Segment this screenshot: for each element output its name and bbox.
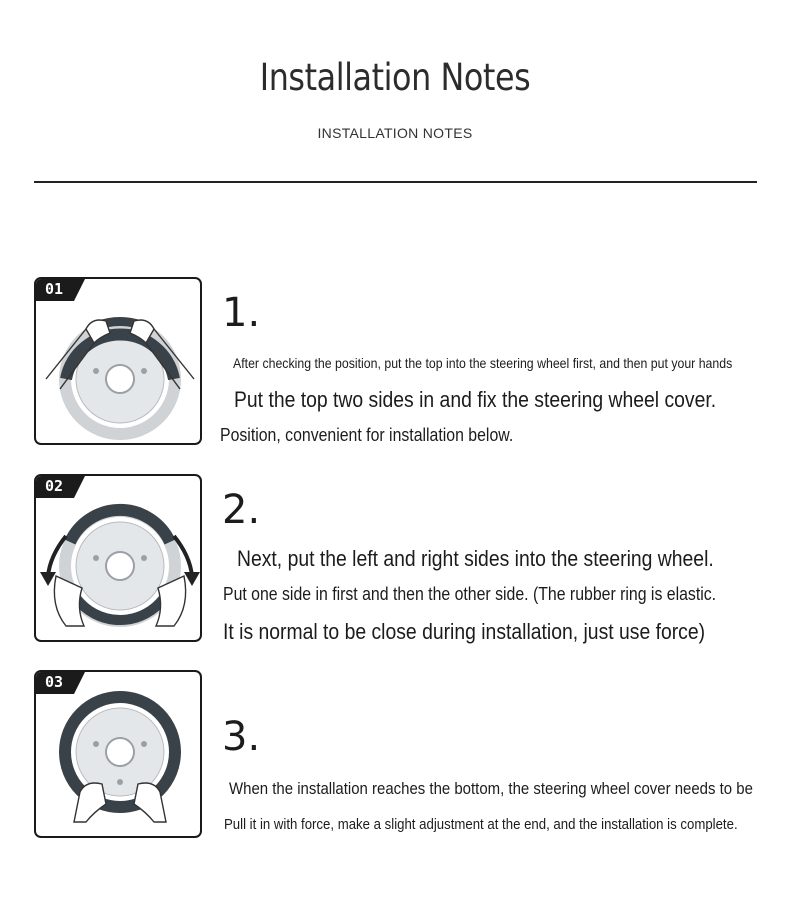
step-1-image bbox=[34, 277, 202, 445]
step-2-line-2: Put one side in first and then the other side. (The rubber ring is elastic. bbox=[223, 584, 717, 604]
step-3-line-1: When the installation reaches the bottom, the steering wheel cover needs to be bbox=[229, 779, 753, 798]
step-1-line-1: After checking the position, put the top into the steering wheel first, and then put your hands bbox=[233, 355, 733, 371]
steering-wheel-top-install-icon bbox=[36, 279, 202, 445]
title-divider bbox=[34, 181, 757, 183]
page-subtitle: INSTALLATION NOTES bbox=[317, 125, 473, 141]
step-1-line-3: Position, convenient for installation below. bbox=[220, 425, 514, 445]
step-2-line-1: Next, put the left and right sides into the steering wheel. bbox=[237, 546, 714, 571]
step-3-image bbox=[34, 670, 202, 838]
step-1-badge: 01 bbox=[34, 277, 74, 301]
step-3-badge: 03 bbox=[34, 670, 74, 694]
page-title: Installation Notes bbox=[259, 56, 531, 99]
steering-wheel-sides-install-icon bbox=[36, 476, 202, 642]
step-3-line-2: Pull it in with force, make a slight adjustment at the end, and the installation is complete. bbox=[224, 816, 738, 833]
step-2-line-3: It is normal to be close during installation, just use force) bbox=[223, 619, 706, 644]
step-1-line-2: Put the top two sides in and fix the steering wheel cover. bbox=[234, 387, 717, 412]
step-1-number: 1. bbox=[222, 290, 261, 336]
steering-wheel-bottom-install-icon bbox=[36, 672, 202, 838]
step-3-number: 3. bbox=[222, 714, 261, 760]
step-2-number: 2. bbox=[222, 487, 261, 533]
step-2-badge: 02 bbox=[34, 474, 74, 498]
step-2-image bbox=[34, 474, 202, 642]
